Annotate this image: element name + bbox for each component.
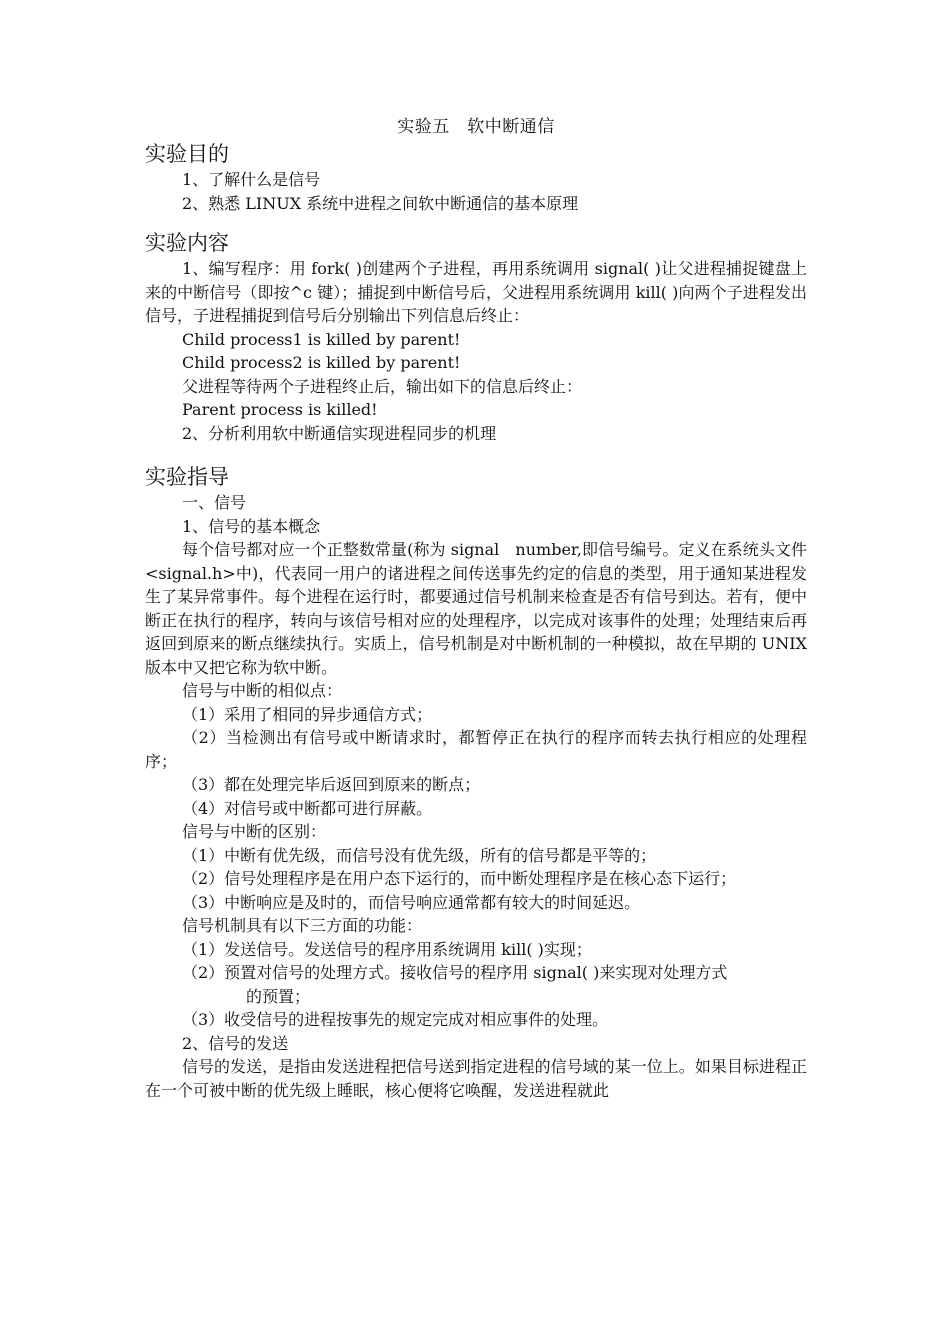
similarity-item-2: （2）当检测出有信号或中断请求时，都暂停正在执行的程序而转去执行相应的处理程序； (145, 728, 807, 771)
function-item-2: （2）预置对信号的处理方式。接收信号的程序用 signal( )来实现对处理方式 (182, 963, 728, 982)
output-message-parent: Parent process is killed! (182, 400, 378, 419)
similarity-heading: 信号与中断的相似点： (182, 681, 343, 700)
section-heading-content: 实验内容 (145, 231, 229, 255)
function-item-2-continued: 的预置； (246, 986, 311, 1006)
purpose-item-1: 1、了解什么是信号 (182, 170, 321, 189)
content-item-2: 2、分析利用软中断通信实现进程同步的机理 (182, 423, 497, 443)
output-message-child2: Child process2 is killed by parent! (182, 353, 461, 372)
difference-item-3: （3）中断响应是及时的，而信号响应通常都有较大的时间延迟。 (182, 892, 641, 912)
document-title: 实验五 软中断通信 (397, 117, 555, 137)
parent-wait-line: 父进程等待两个子进程终止后，输出如下的信息后终止： (182, 376, 583, 396)
output-message-child1: Child process1 is killed by parent! (182, 329, 461, 349)
section-heading-purpose: 实验目的 (145, 142, 229, 166)
send-paragraph: 信号的发送，是指由发送进程把信号送到指定进程的信号域的某一位上。如果目标进程正在一个可被中断的优先级上睡眠，核心便将它唤醒，发送进程就此 (145, 1057, 807, 1100)
difference-item-1: （1）中断有优先级，而信号没有优先级，所有的信号都是平等的； (182, 845, 657, 865)
concept-paragraph: 每个信号都对应一个正整数常量(称为 signal number,即信号编号。定义在系统头文件<signal.h>中)，代表同一用户的诸进程之间传送事先约定的信息的类型，用于通知某进程发生了某异常事件。每个进程在运行时，都要通过信号机制来检查是否有信号到达。若有，便中断正在执行的程序，转向与该信号相对应的处理程序，以完成对该事件的处理；处理结束后再返回到原来的断点继续执行。实质上，信号机制是对中断机制的一种模拟，故在早期的 UNIX 版本中又把它称为软中断。 (145, 540, 807, 677)
function-heading: 信号机制具有以下三方面的功能： (182, 916, 423, 935)
section-heading-guide: 实验指导 (145, 465, 229, 489)
similarity-item-1: （1）采用了相同的异步通信方式； (182, 704, 433, 724)
content-paragraph-1: 1、编写程序：用 fork( )创建两个子进程，再用系统调用 signal( )让父进程捕捉键盘上来的中断信号（即按^c 键）；捕捉到中断信号后，父进程用系统调用 kill( )向两个子进程发出信号，子进程捕捉到信号后分别输出下列信息后终止： (145, 259, 807, 325)
guide-subheading-send: 2、信号的发送 (182, 1033, 289, 1053)
similarity-item-4: （4）对信号或中断都可进行屏蔽。 (182, 798, 433, 818)
guide-subheading-signal: 一、信号 (182, 493, 247, 512)
function-item-3: （3）收受信号的进程按事先的规定完成对相应事件的处理。 (182, 1010, 609, 1029)
difference-heading: 信号与中断的区别： (182, 822, 327, 841)
similarity-item-3: （3）都在处理完毕后返回到原来的断点； (182, 775, 481, 794)
difference-item-2: （2）信号处理程序是在用户态下运行的，而中断处理程序是在核心态下运行； (182, 869, 737, 888)
document-page (145, 116, 807, 1102)
purpose-item-2: 2、熟悉 LINUX 系统中进程之间软中断通信的基本原理 (182, 193, 579, 213)
guide-subheading-concept: 1、信号的基本概念 (182, 516, 321, 536)
function-item-1: （1）发送信号。发送信号的程序用系统调用 kill( )实现； (182, 939, 592, 959)
